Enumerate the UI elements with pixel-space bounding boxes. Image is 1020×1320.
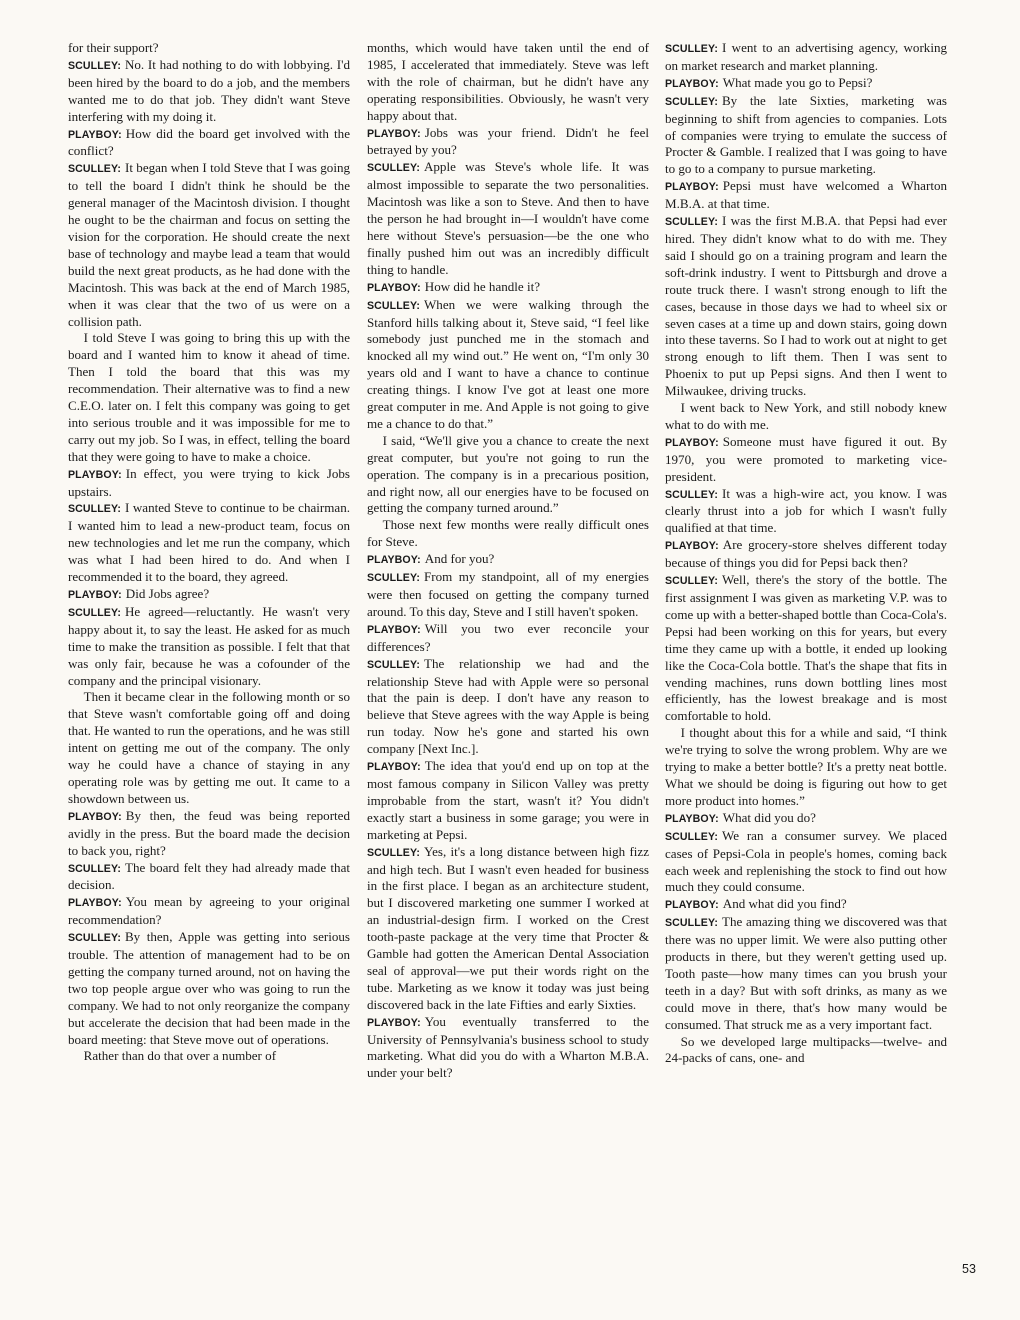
speaker-label: SCULLEY: xyxy=(68,606,121,619)
paragraph xyxy=(68,40,350,57)
paragraph-text: What made you go to Pepsi? xyxy=(722,74,873,90)
paragraph-text: months, which would have taken until the end of 1985, I accelerated that immediately. Steve was left with the role of chairman, but he didn't have any operating responsibilities. Obviously, he wasn't very happy about that. xyxy=(367,40,649,123)
speaker-label: SCULLEY: xyxy=(367,846,420,859)
paragraph-text: You eventually transferred to the University of Pennsylvania's business school to study marketing. What did you do with a Wharton M.B.A. under your belt? xyxy=(367,1013,649,1081)
paragraph xyxy=(665,537,947,572)
paragraph xyxy=(665,725,947,810)
speaker-label: SCULLEY: xyxy=(367,658,420,671)
speaker-label: PLAYBOY: xyxy=(68,468,122,481)
paragraph-text: I said, “We'll give you a chance to create the next great computer, but you're not going to run the operation. The company is in a precarious position, and right now, all our energies have to be focused on getting the company turned around.” xyxy=(367,432,649,516)
paragraph xyxy=(367,551,649,569)
paragraph xyxy=(68,466,350,501)
speaker-label: PLAYBOY: xyxy=(665,77,719,90)
paragraph xyxy=(665,896,947,914)
speaker-label: PLAYBOY: xyxy=(665,812,719,825)
speaker-label: PLAYBOY: xyxy=(665,540,719,553)
text-column-1 xyxy=(68,40,350,1065)
paragraph-text: The relationship we had and the relationship Steve had with Apple were so personal that the pain is deep. I don't have any reason to believe that Steve agrees with the way Apple is being run today. Now he's gone and started his own company [Next Inc.]. xyxy=(367,655,649,757)
paragraph xyxy=(665,213,947,400)
paragraph-text: Jobs was your friend. Didn't he feel betrayed by you? xyxy=(367,124,649,158)
speaker-label: PLAYBOY: xyxy=(367,281,421,294)
paragraph-text: Pepsi must have welcomed a Wharton M.B.A. at that time. xyxy=(665,178,947,212)
paragraph-text: I thought about this for a while and said, “I think we're trying to solve the wrong problem. Why are we trying to make a better bottle? It's a pretty neat bottle. What we should be doing is figuring out how to get more product into homes.” xyxy=(665,725,947,808)
paragraph xyxy=(665,93,947,179)
paragraph-text: It was a high-wire act, you know. I was clearly thrust into a job for which I wasn't fully qualified at that time. xyxy=(665,485,947,536)
paragraph xyxy=(68,586,350,604)
speaker-label: PLAYBOY: xyxy=(665,436,719,449)
paragraph xyxy=(367,517,649,551)
paragraph xyxy=(68,604,350,690)
paragraph xyxy=(665,810,947,828)
speaker-label: SCULLEY: xyxy=(68,932,121,945)
paragraph-text: How did he handle it? xyxy=(424,278,540,294)
speaker-label: PLAYBOY: xyxy=(367,623,421,636)
paragraph xyxy=(68,894,350,929)
paragraph xyxy=(68,860,350,895)
speaker-label: PLAYBOY: xyxy=(367,761,421,774)
paragraph xyxy=(68,500,350,586)
paragraph-text: Rather than do that over a number of xyxy=(83,1048,277,1064)
paragraph-text: for their support? xyxy=(68,40,159,55)
text-column-3 xyxy=(665,40,947,1067)
text-column-2 xyxy=(367,40,649,1082)
paragraph-text: By the late Sixties, marketing was beginning to shift from agencies to companies. Lots of companies were trying to emulate the success of Procter & Gamble. I realized that I was going to have to go to a company to pursue marketing. xyxy=(665,92,947,177)
paragraph xyxy=(367,159,649,278)
speaker-label: SCULLEY: xyxy=(665,830,718,843)
page-number: 53 xyxy=(962,1262,976,1276)
speaker-label: SCULLEY: xyxy=(367,299,420,312)
paragraph xyxy=(367,297,649,433)
paragraph xyxy=(367,1014,649,1083)
speaker-label: SCULLEY: xyxy=(68,503,121,516)
paragraph xyxy=(665,486,947,538)
paragraph-text: And for you? xyxy=(424,551,495,567)
speaker-label: SCULLEY: xyxy=(665,216,718,229)
paragraph xyxy=(665,828,947,897)
speaker-label: PLAYBOY: xyxy=(665,899,719,912)
speaker-label: PLAYBOY: xyxy=(367,554,421,567)
paragraph xyxy=(665,178,947,213)
paragraph xyxy=(367,125,649,160)
paragraph xyxy=(665,40,947,75)
paragraph xyxy=(68,929,350,1048)
speaker-label: SCULLEY: xyxy=(665,575,718,588)
speaker-label: SCULLEY: xyxy=(665,917,718,930)
paragraph-text: So we developed large multipacks—twelve- and 24-packs of cans, one- and xyxy=(665,1033,947,1066)
speaker-label: PLAYBOY: xyxy=(68,810,122,823)
paragraph-text: Then it became clear in the following month or so that Steve wasn't comfortable going off and doing that. He wanted to run the operations, and he was still intent on getting me out of the company. The only way he could have a chance of staying in any operating role was by getting me out. It came to a showdown between us. xyxy=(68,689,350,806)
paragraph xyxy=(665,572,947,725)
paragraph-text: From my standpoint, all of my energies were then focused on getting the company turned around. To this day, Steve and I still haven't spoken. xyxy=(367,569,649,619)
paragraph-text: I was the first M.B.A. that Pepsi had ever hired. They didn't know what to do with me. They said I should go on a training program and learn the soft-drink industry. I went to Pittsburgh and drove a route truck there. I wasn't strong enough to lift the cases, because in those days we had to wheel six or seven cases at a time up and down stairs, going down into these taverns. So I had to work out at night to get strong enough to lift them. Then I was sent to Phoenix to put up Pepsi signs. And then I went to Milwaukee, driving trucks. xyxy=(665,213,947,399)
speaker-label: SCULLEY: xyxy=(367,162,420,175)
paragraph xyxy=(665,75,947,93)
paragraph xyxy=(367,279,649,297)
speaker-label: PLAYBOY: xyxy=(665,181,719,194)
speaker-label: SCULLEY: xyxy=(665,43,718,55)
paragraph-text: And what did you find? xyxy=(722,896,847,912)
paragraph xyxy=(367,621,649,656)
paragraph xyxy=(665,914,947,1033)
paragraph-text: Someone must have figured it out. By 1970, you were promoted to marketing vice-president. xyxy=(665,433,947,484)
paragraph xyxy=(367,844,649,1014)
paragraph xyxy=(68,689,350,807)
paragraph-text: By then, the feud was being reported avidly in the press. But the board made the decision to back you, right? xyxy=(68,807,350,858)
paragraph-text: No. It had nothing to do with lobbying. I'd been hired by the board to do a job, and the members wanted me to do that job. They didn't want Steve interfering with my doing it. xyxy=(68,56,350,124)
paragraph-text: You mean by agreeing to your original recommendation? xyxy=(68,894,350,928)
paragraph xyxy=(68,126,350,161)
speaker-label: PLAYBOY: xyxy=(367,127,421,140)
paragraph xyxy=(68,160,350,330)
paragraph xyxy=(665,434,947,486)
speaker-label: SCULLEY: xyxy=(665,95,718,108)
speaker-label: PLAYBOY: xyxy=(68,897,122,910)
paragraph-text: I wanted Steve to continue to be chairman. I wanted him to lead a new-product team, focus on new technologies and let me run the company, which was what I had been hired to do. And when I recommended it to the board, they agreed. xyxy=(68,500,350,585)
paragraph-text: By then, Apple was getting into serious trouble. The attention of management had to be on getting the company turned around, not on having the two top people argue over who was going to run the company. We had to not only reorganize the company but accelerate the decision that had been made in the board meeting: that Steve move out of operations. xyxy=(68,929,350,1047)
paragraph-text: Are grocery-store shelves different today because of things you did for Pepsi back then? xyxy=(665,537,947,571)
paragraph-text: The idea that you'd end up on top at the most famous company in Silicon Valley was pretty improbable from the start, wasn't it? You didn't exactly start a business in some garage; you were in marketing at Pepsi. xyxy=(367,758,649,842)
paragraph-text: We ran a consumer survey. We placed cases of Pepsi-Cola in people's homes, coming back each week and replenishing the stock to find out how much they could consume. xyxy=(665,827,947,895)
paragraph-text: What did you do? xyxy=(722,809,816,825)
paragraph xyxy=(367,758,649,844)
paragraph-text: I told Steve I was going to bring this up with the board and I wanted him to know it ahead of time. Then I told the board that this was my recommendation. Their alternative was to find a new C.E.O. later on. I felt this company was going to get into serious trouble and it was impossible for me to carry out my job. So I was, in effect, telling the board that they were going to have to make a choice. xyxy=(68,330,350,464)
paragraph xyxy=(665,1034,947,1068)
paragraph-text: It began when I told Steve that I was going to tell the board I didn't think he should be the general manager of the Macintosh division. I thought he ought to be the chairman and focus on setting the vision for the corporation. He should create the next base of technology and maybe lead a team that would build the next great products, as he had done with the Macintosh. This was back at the end of March 1985, when it was clear that the two of us were on a collision path. xyxy=(68,160,350,329)
paragraph xyxy=(68,1048,350,1065)
speaker-label: PLAYBOY: xyxy=(68,128,122,141)
speaker-label: SCULLEY: xyxy=(68,862,121,875)
paragraph-text: In effect, you were trying to kick Jobs upstairs. xyxy=(68,465,350,499)
paragraph-text: Those next few months were really difficult ones for Steve. xyxy=(367,517,649,550)
speaker-label: PLAYBOY: xyxy=(68,589,122,601)
paragraph xyxy=(367,656,649,758)
paragraph-text: The board felt they had already made that decision. xyxy=(68,859,350,893)
speaker-label: PLAYBOY: xyxy=(367,1016,421,1029)
paragraph-text: When we were walking through the Stanford hills talking about it, Steve said, “I feel like somebody just punched me in the stomach and knocked all my wind out.” He went on, “I'm only 30 years old and I want to have a chance to continue creating things. I know I've got at least one more great computer in me. And Apple is not going to give me a chance to do that.” xyxy=(367,296,649,431)
speaker-label: SCULLEY: xyxy=(665,488,718,501)
paragraph xyxy=(367,433,649,518)
paragraph-text: Did Jobs agree? xyxy=(125,586,210,601)
paragraph-text: Yes, it's a long distance between high fizz and high tech. But I wasn't even headed for business in the first place. I began as an architecture student, but I discovered marketing one summer I worked at an industrial-design firm. I worked on the Crest tooth-paste package at the very time that Procter & Gamble had gotten the American Dental Association seal of approval—we put their words right on the tube. Marketing as we know it today was just being discovered back in the late Fifties and early Sixties. xyxy=(367,843,649,1012)
paragraph xyxy=(68,808,350,860)
paragraph xyxy=(68,57,350,126)
paragraph xyxy=(367,40,649,125)
paragraph xyxy=(367,569,649,621)
paragraph-text: Well, there's the story of the bottle. The first assignment I was given as marketing V.P. was to come up with a better-shaped bottle than Coca-Cola's. Pepsi had been working on this for years, but every time they came up with a bottle, it ended up looking like the Coca-Cola bottle. That's the shape that fits in vending machines, runs down bottling lines most efficiently, has the lowest breakage and is most comfortable to hold. xyxy=(665,572,947,724)
paragraph-text: I went to an advertising agency, working on market research and market planning. xyxy=(665,40,947,73)
paragraph-text: Apple was Steve's whole life. It was almost impossible to separate the two personalities. Macintosh was like a son to Steve. And then to have the person he had brought in—I wouldn't have come here without Steve's persuasion—be the one who finally pushed him out was an incredibly difficult thing to handle. xyxy=(367,159,649,277)
speaker-label: SCULLEY: xyxy=(367,572,420,585)
speaker-label: SCULLEY: xyxy=(68,59,121,72)
paragraph xyxy=(665,400,947,434)
paragraph xyxy=(68,330,350,465)
paragraph-text: How did the board get involved with the conflict? xyxy=(68,125,350,159)
paragraph-text: I went back to New York, and still nobody knew what to do with me. xyxy=(665,400,947,432)
paragraph-text: The amazing thing we discovered was that there was no upper limit. We were also putting other products in there, but they weren't getting used up. Tooth paste—how many times can you brush your teeth in a day? But with soft drinks, as many as we could move in there, that's how many would be consumed. That struck me as a very important fact. xyxy=(665,914,947,1032)
speaker-label: SCULLEY: xyxy=(68,163,121,176)
paragraph-text: Will you two ever reconcile your differences? xyxy=(367,620,649,654)
paragraph-text: He agreed—reluctantly. He wasn't very happy about it, to say the least. He asked for as much time to make the transition as possible. I felt that that was only fair, because he was a cofounder of the company and the principal visionary. xyxy=(68,603,350,688)
